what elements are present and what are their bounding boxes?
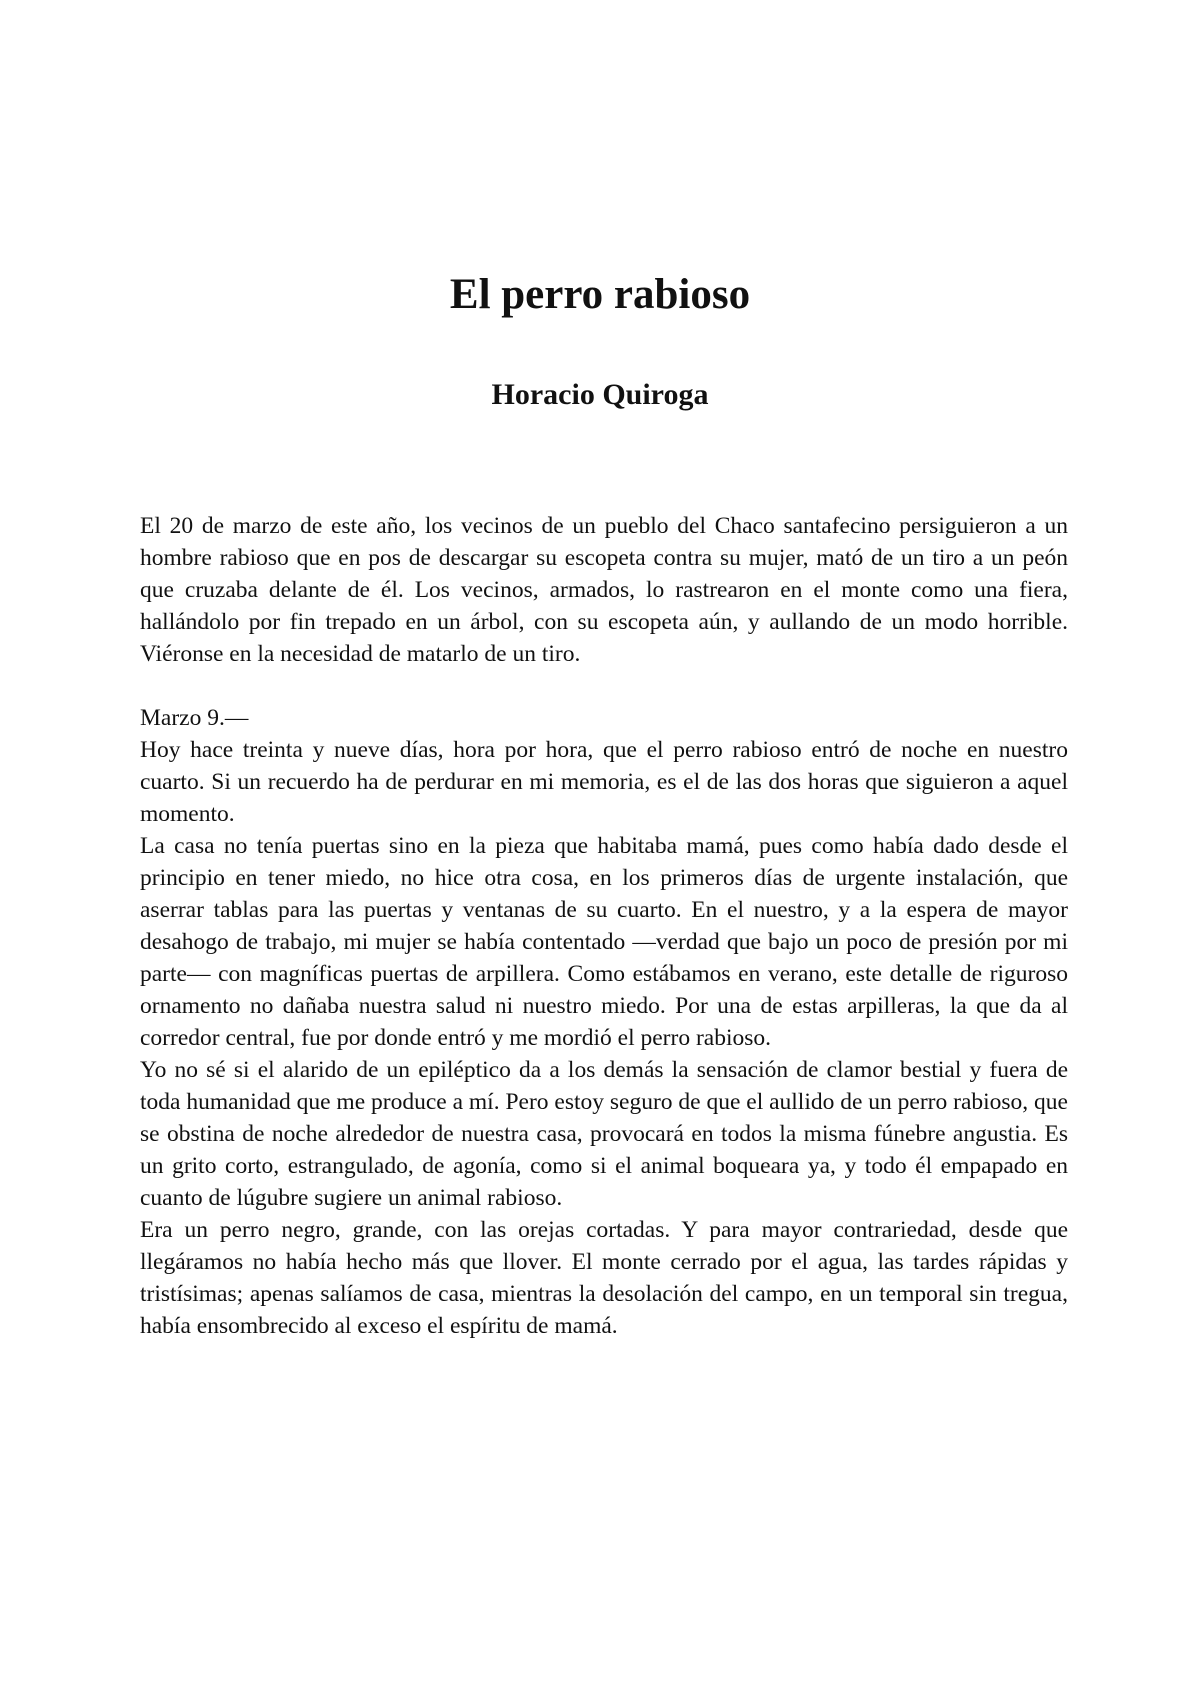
date-heading: Marzo 9.— xyxy=(140,705,249,731)
intro-paragraph: El 20 de marzo de este año, los vecinos de un pueblo del Chaco santafecino persiguieron a un hombre rabioso que en pos de descargar su escopeta contra su mujer, mató de un tiro a un peón que cruzaba delante de él. Los vecinos, armados, lo rastrearon en el monte como una fiera, hallándolo por fin trepado en un árbol, con su escopeta aún, y aullando de un modo horrible. Viéronse en la necesidad de matarlo de un tiro. xyxy=(140,513,1068,667)
author-name: Horacio Quiroga xyxy=(491,378,709,411)
body-text xyxy=(140,510,1068,1342)
paragraph: Era un perro negro, grande, con las orejas cortadas. Y para mayor contrariedad, desde que llegáramos no había hecho más que llover. El monte cerrado por el agua, las tardes rápidas y tristísimas; apenas salíamos de casa, mientras la desolación del campo, en un temporal sin tregua, había ensombrecido al exceso el espíritu de mamá. xyxy=(140,1217,1068,1339)
paragraph: La casa no tenía puertas sino en la pieza que habitaba mamá, pues como había dado desde el principio en tener miedo, no hice otra cosa, en los primeros días de urgente instalación, que aserrar tablas para las puertas y ventanas de su cuarto. En el nuestro, y a la espera de mayor desahogo de trabajo, mi mujer se había contentado —verdad que bajo un poco de presión por mi parte— con magníficas puertas de arpillera. Como estábamos en verano, este detalle de riguroso ornamento no dañaba nuestra salud ni nuestro miedo. Por una de estas arpilleras, la que da al corredor central, fue por donde entró y me mordió el perro rabioso. xyxy=(140,833,1068,1051)
paragraph: Yo no sé si el alarido de un epiléptico da a los demás la sensación de clamor bestial y fuera de toda humanidad que me produce a mí. Pero estoy seguro de que el aullido de un perro rabioso, que se obstina de noche alrededor de nuestra casa, provocará en todos la misma fúnebre angustia. Es un grito corto, estrangulado, de agonía, como si el animal boqueara ya, y todo él empapado en cuanto de lúgubre sugiere un animal rabioso. xyxy=(140,1057,1068,1211)
paragraph: Hoy hace treinta y nueve días, hora por hora, que el perro rabioso entró de noche en nuestro cuarto. Si un recuerdo ha de perdurar en mi memoria, es el de las dos horas que siguieron a aquel momento. xyxy=(140,737,1068,827)
page-title: El perro rabioso xyxy=(449,271,751,318)
